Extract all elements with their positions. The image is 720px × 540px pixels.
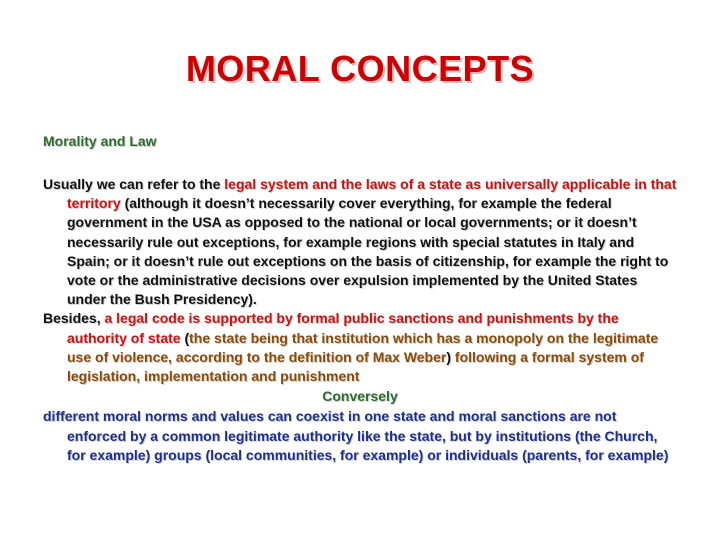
paragraph1-highlight: legal system and the laws of a state as universally applicable in that territory xyxy=(67,176,677,212)
paragraph2-tail: following a formal system of legislation, implementation and punishment xyxy=(67,348,644,385)
paragraph2-open-paren: ( xyxy=(180,329,190,346)
slide-title: MORAL CONCEPTS xyxy=(185,48,535,89)
paragraph2-parenthetical: the state being that institution which has a monopoly on the legitimate use of violence, according to the definition of Max Weber xyxy=(67,329,659,365)
conversely-heading: Conversely xyxy=(322,388,398,405)
paragraph2-close-paren: ) xyxy=(446,348,455,365)
paragraph1-rest: (although it doesn’t necessarily cover everything, for example the federal government in the USA as opposed to the national or local governments; or it doesn’t necessarily rule out exceptions, for example regions with special statutes in Italy and Spain; or it doesn’t rule out exceptions on the basis of citizenship, for example the right to vote or the administrative decisions over expulsion implemented by the United States under the Bush Presidency). xyxy=(67,195,669,308)
paragraph2-highlight: a legal code is supported by formal public sanctions and punishments by the authority of state xyxy=(67,310,619,346)
paragraph1-lead: Usually we can refer to the xyxy=(43,176,225,192)
paragraph-law-applicability xyxy=(43,175,677,309)
paragraph-moral-norms: different moral norms and values can coexist in one state and moral sanctions are not enforced by a common legitimate authority like the state, but by institutions (the Church, for example) groups (local communities, for example) or individuals (parents, for example) xyxy=(43,408,669,463)
slide-body xyxy=(43,175,677,465)
section-subheading: Morality and Law xyxy=(43,133,157,149)
paragraph-legal-code xyxy=(43,309,677,386)
paragraph2-lead: Besides, xyxy=(43,310,105,327)
